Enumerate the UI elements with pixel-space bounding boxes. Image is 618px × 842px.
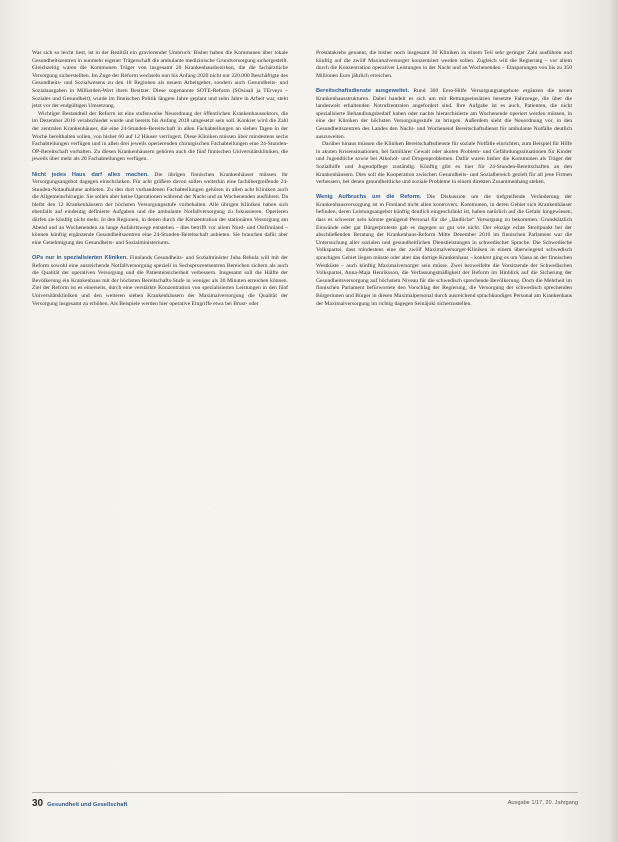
page-spine-shadow [608, 0, 618, 842]
paragraph-with-heading [316, 194, 572, 308]
section-heading: OPs nur in spezialisierten Kliniken. [32, 255, 128, 262]
section-heading: Bereitschaftsdienste ausgeweitet. [316, 87, 410, 94]
paragraph: Prostatakrebs genannt, die bisher noch insgesamt 30 Kliniken zu einem Teil sehr geringer Zahl ausführen und künftig auf die zwölf Maximalversorger konzentriert werden sollen. Zugleich will die Regierung – vor allem durch die Konzentration operativer Leistungen in der Nacht und an Wochenenden – Einsparungen von bis zu 350 Millionen Euro jährlich erreichen. [316, 50, 572, 79]
paragraph-with-heading [316, 88, 572, 141]
paragraph: Darüber hinaus müssen die Kliniken Bereitschaftsdienste für soziale Notfälle einrichten, zum Beispiel für Hilfe in akuten Krisensituationen, bei familiärer Gewalt oder akuten Problem- und Gefährdungssituationen für Kinder und Jugendliche sowie bei Alkohol- und Drogenproblemen. Dafür waren bisher die Kommunen als Träger der Sozialhilfe und Jugendpflege zuständig. Künftig gibt es hier für 24-Stunden-Bereitschaften an den Krankenhäusern. Dies soll die Kooperation zwischen Gesundheits- und Sozialbereich gezielt für all jene Firmen verbessern, bei denen gesundheitliche und soziale Probleme in einem direkten Zusammenhang stehen. [316, 141, 572, 186]
paragraph-text: Rund 300 Eero-Hilfe Versorgungsangebote ergänzen die neuen Krankenhausstrukturen. Dabei handelt es sich um mit Rettungseinsätzen besetzte Fahrzeuge, die über die landesweit erhaltenden Notrufzentralen angefordert sind. Ihre Aufgabe ist es auch, Patienten, die nicht spezialisierte Behandlungsbedarf haben oder nachts hierarchisierte am Wochenende operiert werden müssen, in eine der Kliniken der höchsten Versorgungsstufe zu bringen. Außerdem sieht die Neuordnung vor, in den Gesundheitszentren des Landes den Nacht- und Wochenend Bereitschaftsdienst für ambulante Notfälle deutlich auszuweiten. [316, 87, 572, 140]
section-heading: Nicht jedes Haus darf alles machen. [32, 171, 149, 178]
page-footer [32, 792, 578, 810]
section-name: Gesundheit und Gesellschaft [47, 801, 128, 808]
text-column-right [316, 50, 572, 308]
paragraph-text: Die Diskussion um die tiefgreifende Veränderung der Krankenhausversorgung ist in Finnland nicht allen kontrovers. Kommunen, in deren Gebiet sich Krankenhäuser befinden, deren Leistungsangebot künftig deutlich eingeschränkt ist, haben natürlich auf die Gefahr hingewiesen, dass es schwerer sein könnte genügend Personal für die „ländliche“ Versorgung zu bekommen. Grundsätzlich Einwände oder gar Bürgerproteste gab es dagegen so gut wie nicht. Der einzige echte Streitpunkt bei der abschließenden Beratung der Krankenhaus-Reform Mitte Dezember 2016 im finnischen Parlament war die Untersuchung aller sozialen und gesundheitlichen Dienstleistungen in schwedischer Sprache. Die Schwedische Volkspartei, dass mindestens eine der zwölf Maximalversorger-Kliniken in einem überwiegend schwedisch sprachigen Gebiet liegen müsste oder aber das dortige Krankenhaus – konkret ging es um Vaasa an der finnischen Westküste – auch künftig Maximalversorger sein müsse. Zwei bezweifelte die Vorsitzende der Schwedischen Volkspartei, Anna-Maja Henriksson, die Verfassungsmäßigkeit der Reform im Hinblick auf die Sicherung der Gesundheitsversorgung auf höchstem Niveau für die schwedisch sprechende Bevölkerung. Doch die Mehrheit im finnischen Parlament befürwortete den Vorschlag der Regierung, die Versorgung der schwedisch sprechenden Bürgerinnen und Bürger in diesen Maximalpersonal durch ausreichend sprachkundiges Personal am Krankenhaus der Maximalversorgung im richtig dagegen Seinäjoki sicherzustellen. [316, 194, 572, 307]
section-heading: Wenig Aufbruchs um die Reform. [316, 194, 422, 201]
footer-left [32, 798, 127, 809]
issue-info: Ausgabe 1/17, 20. Jahrgang [507, 800, 578, 806]
paragraph-with-heading [32, 255, 288, 308]
paragraph-text: Die übrigen finnischen Krankenhäuser müssen ihr Versorgungsangebot dagegen einschränken. Für acht größere davon sollen weiterhin eine fachübergreifende 24-Stunden-Notaufnahme anbieten. Zu den dort vorhandenen Fachabteilungen gehören in allen acht Kliniken auch die Allgemeinchirurgie. Sie sollen aber keine Operationen während der Nacht und an Wochenenden ausführen. Da bleibt den 12 Krankenhäusern der höchsten Versorgungsstufe vorbehalten. Alle übrigen Kliniken haben sich ebenfalls auf eindeutig definierte Aufgaben und die ambulante Notfallversorgung zu fokussieren. Operieren dürfen sie künftig nicht mehr. In den Regionen, in denen durch die Konzentration der stationären Versorgung am Abend und an Wochenenden zu lange Anfahrtswege entstehen – dies betrifft vor allem Nord- und Ostfinnland – können künftig ergänzende Gesundheitszentren eine 24-Stunden-Bereitschaft anbieten. Sie brauchen dafür aber eine Genehmigung des Gesundheits- und Sozialministeriums. [32, 171, 288, 246]
paragraph-text: Finnlands Gesundheits- und Sozialminister Juha Rehula will mit der Reform sowohl eine ausreichende Notfallversorgung speziell in Sechsprozentsentren Bereichen sichern als auch die Qualität der operativen Versorgung und die Patientensicherheit verbessern. Insgesamt soll die Hälfte der Bevölkerung ein Krankenhaus mit der höchsten Bereitschafts-Stufe in weniger als 30 Minuten erreichen können. Ziel der Reform ist es einerseits, durch eine verstärkte Konzentration von spezialisierten Leistungen in den fünf Universitätskliniken und den weiteren sieben Krankenhäusern der Maximalversorgung die Qualität der Versorgung insgesamt zu erhöhen. Als Beispiele werden hier operative Eingriffe etwa bei Brust- oder [32, 255, 288, 307]
paragraph: Wichtiger Bestandteil der Reform ist eine stufenweise Neuordnung der öffentlichen Krankenhaussektors, die im Dezember 2016 verabschiedet wurde und bereits bis Anfang 2018 umgesetzt sein soll. Konkret wird die Zahl der zentralen Krankenhäuser, die eine 24-Stunden-Bereitschaft in allen Fachabteilungen an sieben Tagen in der Woche bereithalten sollen, von bisher 60 auf 12 Häuser verringert. Diese Kliniken müssen über mindestens sechs Fachabteilungen verfügen und in allen drei jeweils operierenden chirurgischen Fachabteilungen eine 24-Stunden-OP-Bereitschaft vorhalten. Zu diesen Krankenhäusern gehören auch die fünf finnischen Universitätskliniken, die jeweils über mehr als 20 Fachabteilungen verfügen. [32, 110, 288, 163]
page-number: 30 [32, 797, 44, 809]
paragraph-with-heading [32, 172, 288, 248]
text-column-left [32, 50, 288, 308]
paragraph: Was sich so leicht liest, ist in der Realität ein gravierender Umbruch: Bisher haben die Kommunen über lokale Gesundheitszentren in nunmehr eigener Trägerschaft die ambulante medizinische Grundversorgung sichergestellt. Gleichzeitig waren die Kommunen Träger von insgesamt 20 Krankenhausbezirken, die die fachärztliche Versorgung sicherstellten. Im Zuge der Reform wechseln nun bis Anfang 2020 nicht nur 220.000 Beschäftigte des Gesundheits- und Sozialwesens zu den 18 Regionen als neuem Arbeitgeber, sondern auch Gesundheits- und Sozialausgaben in Milliarden-Wert ihren Besitzer. Diese sogenannte SOTE-Reform (SOsiaali ja TErveys – Soziales und Gesundheit), wurde im finnischen Politik längere Jahre geplant und zehn Jahre in Arbeit war, steht jetzt vor der endgültigen Umsetzung. [32, 50, 288, 110]
